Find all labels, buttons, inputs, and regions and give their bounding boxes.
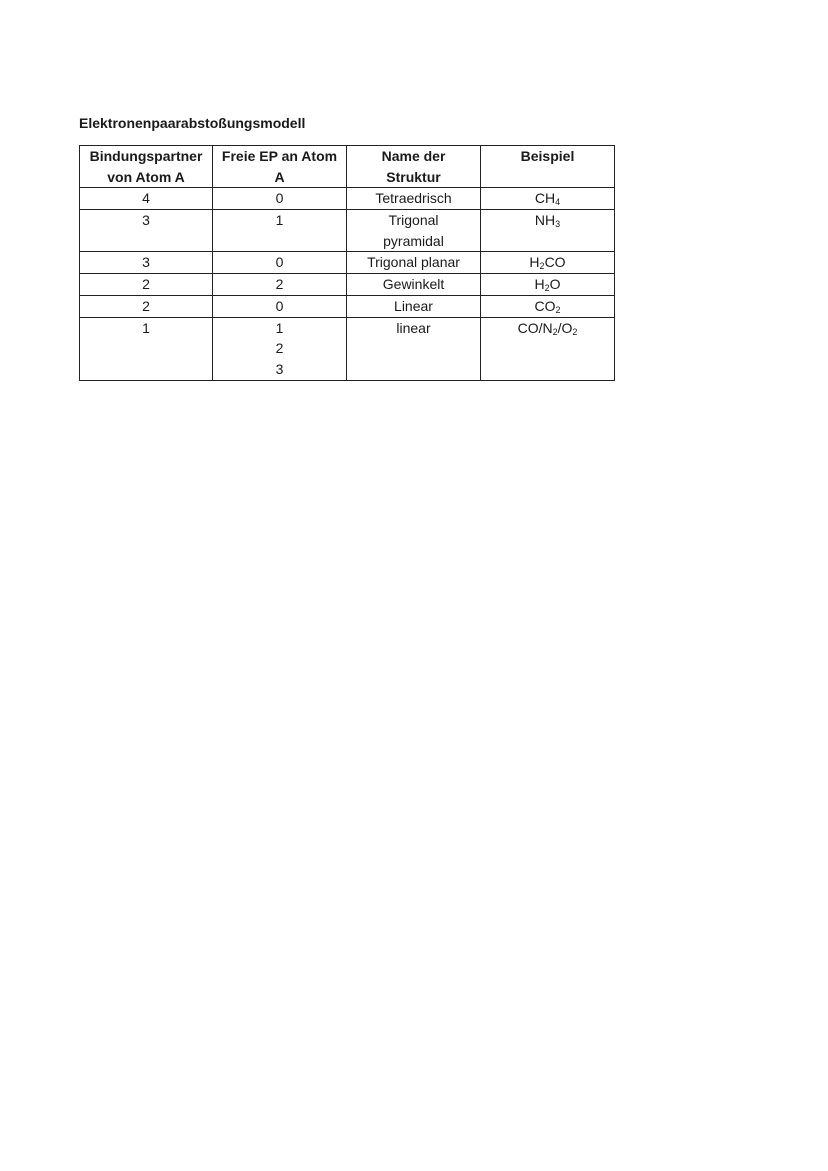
- cell-freie-ep: [213, 317, 347, 380]
- cell-beispiel: [481, 210, 615, 252]
- cell-freie-ep: [213, 274, 347, 296]
- table-row: [80, 252, 615, 274]
- table-row: [80, 317, 615, 380]
- table-row: [80, 188, 615, 210]
- header-bindungspartner-line-1: Bindungspartner: [89, 148, 203, 164]
- page-title: Elektronenpaarabstoßungsmodell: [79, 115, 306, 131]
- header-bindungspartner: [80, 146, 213, 188]
- header-struktur-line-1: Name der: [381, 148, 446, 164]
- table-row: [80, 210, 615, 252]
- cell-freie-ep: [213, 188, 347, 210]
- cell-freie-ep-line: 2: [275, 276, 284, 293]
- header-freie-ep: [213, 146, 347, 188]
- cell-freie-ep: [213, 295, 347, 317]
- table-row: [80, 274, 615, 296]
- cell-freie-ep-line: 1: [275, 319, 284, 336]
- formula-subscript: 2: [539, 261, 545, 272]
- chemical-formula: [483, 296, 612, 317]
- formula-text: NH: [534, 212, 556, 229]
- formula-subscript: 4: [555, 197, 561, 208]
- cell-bindungspartner: [80, 274, 213, 296]
- cell-freie-ep-line: 0: [275, 190, 284, 207]
- chemical-formula: [483, 188, 612, 209]
- cell-struktur: [347, 274, 481, 296]
- cell-freie-ep-line: 1: [275, 212, 284, 229]
- cell-freie-ep: [213, 252, 347, 274]
- cell-bindungspartner: [80, 317, 213, 380]
- formula-text: /O: [557, 319, 573, 336]
- cell-beispiel: [481, 274, 615, 296]
- header-bindungspartner-line-2: von Atom A: [107, 168, 185, 185]
- cell-freie-ep-line: 2: [275, 340, 284, 357]
- formula-text: CO/N: [517, 319, 553, 336]
- formula-subscript: 2: [555, 304, 561, 315]
- chemical-formula: [483, 318, 612, 339]
- formula-text: CO: [544, 254, 566, 271]
- cell-beispiel: [481, 252, 615, 274]
- cell-freie-ep-line: 0: [275, 297, 284, 314]
- cell-bindungspartner-line: 4: [142, 190, 150, 207]
- table-row: [80, 295, 615, 317]
- formula-subscript: 2: [572, 326, 578, 337]
- header-struktur-line-2: Struktur: [386, 168, 441, 185]
- cell-struktur-line: Tetraedrisch: [375, 190, 452, 207]
- vsepr-table: [79, 145, 615, 381]
- header-freie-ep-line-1: Freie EP an Atom: [221, 148, 338, 164]
- cell-bindungspartner: [80, 188, 213, 210]
- formula-text: CH: [534, 190, 556, 207]
- cell-struktur-line: linear: [396, 319, 431, 336]
- formula-subscript: 2: [544, 283, 550, 294]
- chemical-formula: [483, 274, 612, 295]
- formula-text: H: [529, 254, 540, 271]
- cell-bindungspartner-line: 3: [142, 212, 150, 229]
- cell-bindungspartner: [80, 210, 213, 252]
- header-beispiel-line-1: Beispiel: [520, 148, 575, 164]
- cell-freie-ep: [213, 210, 347, 252]
- cell-struktur: [347, 252, 481, 274]
- cell-bindungspartner-line: 2: [142, 297, 150, 314]
- cell-bindungspartner-line: 1: [142, 319, 150, 336]
- formula-subscript: 2: [552, 326, 558, 337]
- formula-text: O: [549, 276, 561, 293]
- chemical-formula: [483, 210, 612, 231]
- cell-freie-ep-line: 0: [275, 254, 284, 271]
- cell-bindungspartner: [80, 252, 213, 274]
- header-row: [80, 146, 615, 188]
- header-freie-ep-line-2: A: [274, 168, 285, 185]
- cell-struktur: [347, 210, 481, 252]
- cell-struktur-line: Trigonal: [388, 212, 439, 229]
- formula-subscript: 3: [555, 219, 561, 230]
- cell-beispiel: [481, 317, 615, 380]
- cell-struktur: [347, 188, 481, 210]
- header-struktur: [347, 146, 481, 188]
- table-body: [80, 188, 615, 380]
- cell-freie-ep-line: 3: [275, 360, 284, 377]
- cell-struktur: [347, 317, 481, 380]
- cell-bindungspartner-line: 2: [142, 276, 150, 293]
- cell-beispiel: [481, 188, 615, 210]
- cell-bindungspartner: [80, 295, 213, 317]
- cell-struktur-line: Gewinkelt: [382, 276, 445, 293]
- formula-text: H: [534, 276, 545, 293]
- chemical-formula: [483, 252, 612, 273]
- cell-beispiel: [481, 295, 615, 317]
- header-beispiel: [481, 146, 615, 188]
- cell-bindungspartner-line: 3: [142, 254, 150, 271]
- cell-struktur-line: Linear: [394, 297, 433, 314]
- cell-struktur: [347, 295, 481, 317]
- cell-struktur-line: pyramidal: [383, 232, 444, 249]
- table-header: [80, 146, 615, 188]
- formula-text: CO: [534, 297, 556, 314]
- cell-struktur-line: Trigonal planar: [367, 254, 460, 271]
